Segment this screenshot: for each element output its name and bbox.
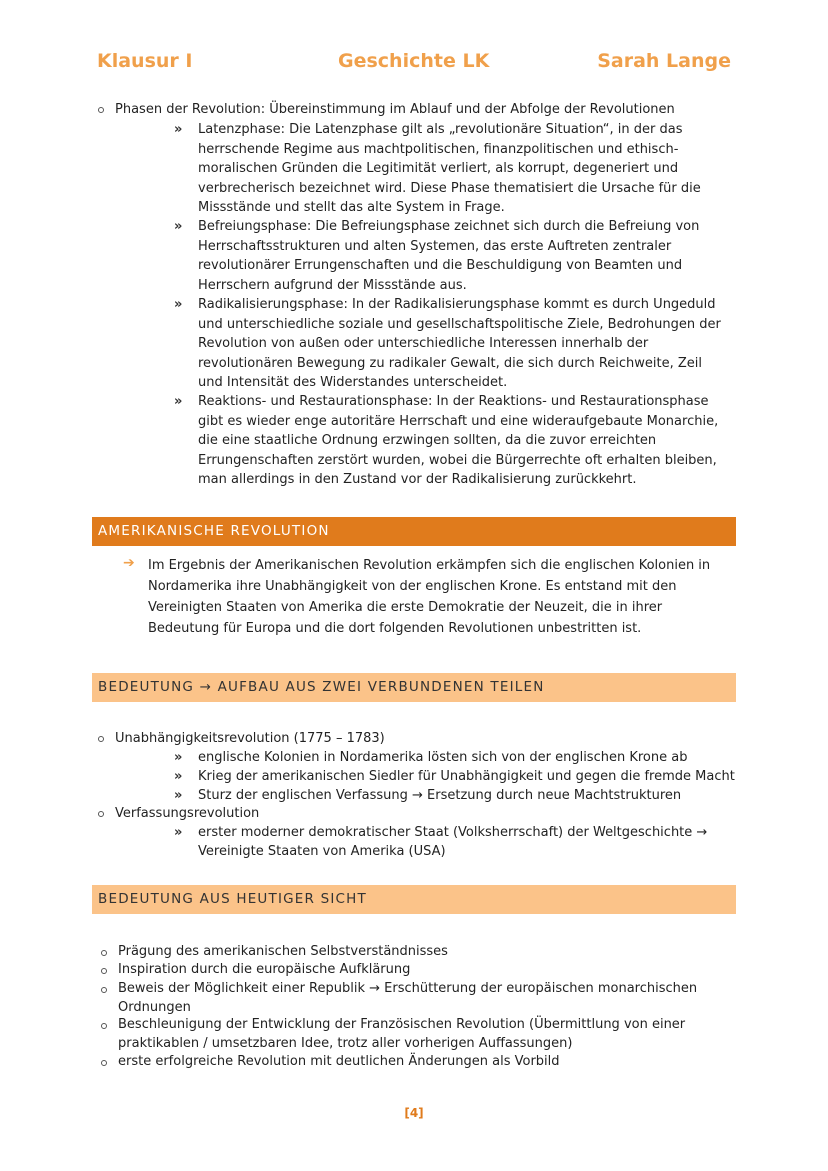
header-subject: Geschichte LK	[338, 50, 490, 72]
phases-intro: Phasen der Revolution: Übereinstimmung im Ablauf und der Abfolge der Revolutionen	[115, 100, 735, 120]
significance-item: Inspiration durch die europäische Aufklärung	[118, 961, 708, 980]
part2-item: » erster moderner demokratischer Staat (Volksherrschaft) der Weltgeschichte → Vereinigte Staaten von Amerika (USA)	[198, 823, 718, 861]
section-title-heutige-sicht: BEDEUTUNG AUS HEUTIGER SICHT	[92, 885, 736, 914]
part1-item: » englische Kolonien in Nordamerika lösten sich von der englischen Krone ab	[198, 748, 738, 767]
phase-latenz: » Latenzphase: Die Latenzphase gilt als „revolutionäre Situation“, in der das herrschende Regime aus machtpolitischen, finanzpolitischen und ethisch-moralischen Gründen die Legitimität verliert, als korrupt, degeneriert und verbrecherisch bezeichnet wird. Diese Phase thematisiert die Ursache für die Missstände und stellt das alte System in Frage.	[198, 120, 730, 218]
revolution-summary: Im Ergebnis der Amerikanischen Revolution erkämpfen sich die englischen Kolonien in Nordamerika ihre Unabhängigkeit von der englischen Krone. Es entstand mit den Vereinigten Staaten von Amerika die erste Demokratie der Neuzeit, die in ihrer Bedeutung für Europa und die dort folgenden Revolutionen unbestritten ist.	[148, 558, 711, 636]
phase-befreiung: » Befreiungsphase: Die Befreiungsphase zeichnet sich durch die Befreiung von Herrschaftsstrukturen und alten Systemen, das erste Auftreten zentraler revolutionärer Errungenschaften und die Beschuldigung von Beamten und Herrschern aufgrund der Missstände aus.	[198, 217, 730, 295]
significance-item: Beweis der Möglichkeit einer Republik → Erschütterung der europäischen monarchischen Ordnungen	[118, 980, 708, 1017]
significance-item: Beschleunigung der Entwicklung der Französischen Revolution (Übermittlung von einer praktikablen / umsetzbaren Idee, trotz aller vorherigen Auffassungen)	[118, 1016, 708, 1053]
part1-item: » Krieg der amerikanischen Siedler für Unabhängigkeit und gegen die fremde Macht	[198, 767, 738, 786]
header-exam: Klausur I	[97, 50, 193, 72]
phase-radikalisierung: » Radikalisierungsphase: In der Radikalisierungsphase kommt es durch Ungeduld und unterschiedliche soziale und gesellschaftspolitische Ziele, Bedrohungen der Revolution von außen oder unterschiedliche Interessen innerhalb der revolutionären Bewegung zu radikaler Gewalt, die sich durch Reichweite, Zeil und Intensität des Widerstandes unterscheidet.	[198, 295, 730, 393]
page-number: [4]	[404, 1106, 424, 1120]
significance-item: Prägung des amerikanischen Selbstverständnisses	[118, 943, 708, 962]
part1-item: » Sturz der englischen Verfassung → Ersetzung durch neue Machtstrukturen	[198, 786, 738, 805]
significance-item: erste erfolgreiche Revolution mit deutlichen Änderungen als Vorbild	[118, 1053, 708, 1072]
part-verfassung: Verfassungsrevolution	[115, 804, 715, 823]
part-unabhaengigkeit: Unabhängigkeitsrevolution (1775 – 1783)	[115, 729, 715, 748]
page-header	[97, 50, 731, 76]
arrow-right-icon: ➔	[123, 555, 135, 571]
header-author: Sarah Lange	[597, 50, 731, 72]
phase-restauration: » Reaktions- und Restaurationsphase: In der Reaktions- und Restaurationsphase gibt es wieder enge autoritäre Herrschaft und eine wideraufgebaute Monarchie, die eine staatliche Ordnung erzwingen sollten, da die zuvor erreichten Errungenschaften zerstört wurden, wobei die Bürgerrechte oft erhalten bleiben, man allerdings in den Zustand vor der Radikalisierung zurückkehrt.	[198, 392, 730, 490]
section-title-amerikanische-revolution: AMERIKANISCHE REVOLUTION	[92, 517, 736, 546]
section-title-bedeutung-aufbau: BEDEUTUNG → AUFBAU AUS ZWEI VERBUNDENEN TEILEN	[92, 673, 736, 702]
